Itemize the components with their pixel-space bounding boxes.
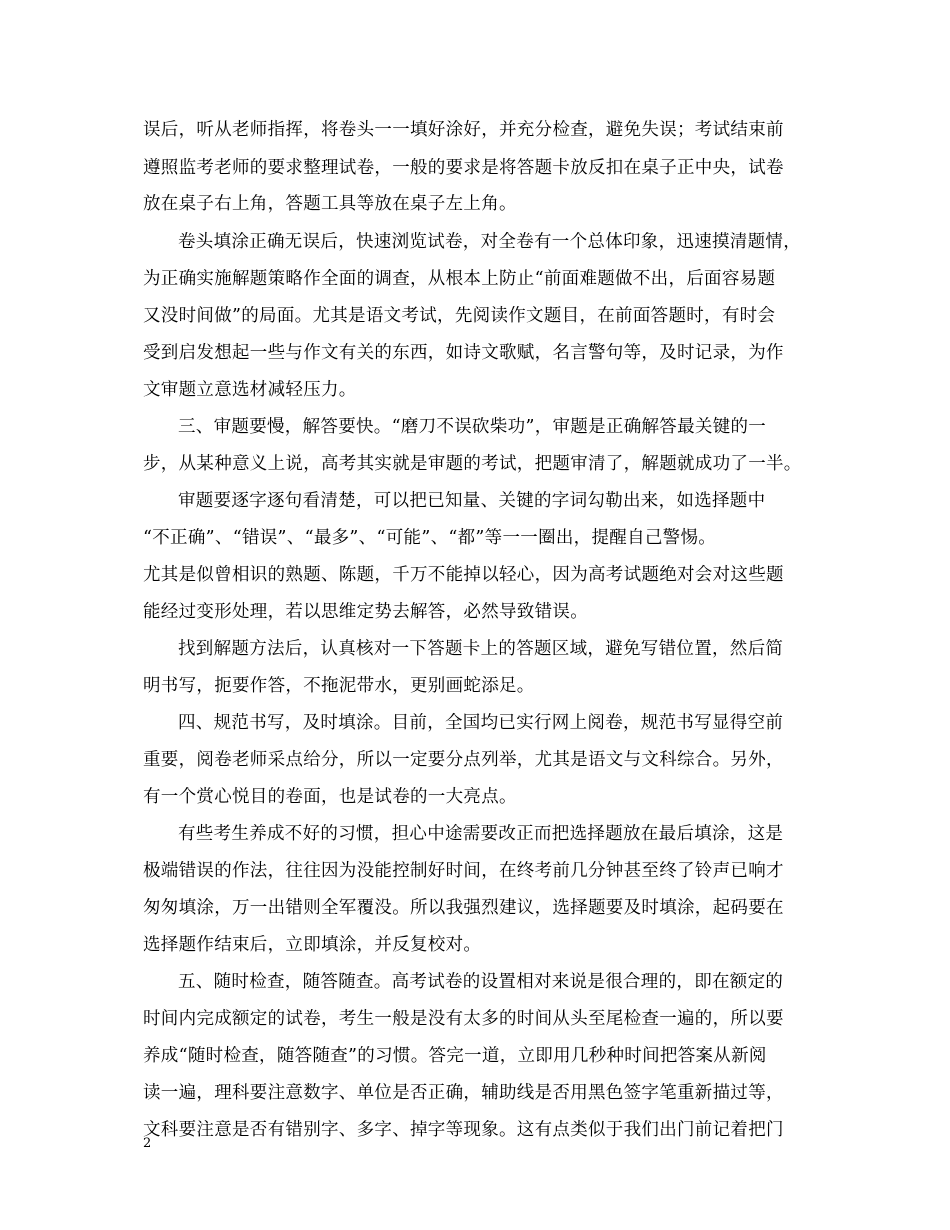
text-line: “不正确”、“错误”、“最多”、“可能”、“都”等一一圈出，提醒自己警惕。 — [143, 528, 717, 548]
text-line: 明书写，扼要作答，不拖泥带水，更别画蛇添足。 — [143, 676, 535, 696]
paragraph-start-line: 找到解题方法后，认真核对一下答题卡上的答题区域，避免写错位置，然后简 — [178, 639, 784, 659]
paragraph-start-line: 卷头填涂正确无误后，快速浏览试卷，对全卷有一个总体印象，迅速摸清题情， — [178, 232, 801, 252]
page-number: 2 — [143, 1136, 152, 1151]
paragraph-start-line: 审题要逐字逐句看清楚，可以把已知量、关键的字词勾勒出来，如选择题中 — [178, 491, 766, 511]
text-line: 时间内完成额定的试卷，考生一般是没有太多的时间从头至尾检查一遍的，所以要 — [143, 1009, 784, 1029]
text-line: 养成“随时检查，随答随查”的习惯。答完一道，立即用几秒种时间把答案从新阅 — [143, 1046, 767, 1066]
text-line: 重要，阅卷老师采点给分，所以一定要分点列举，尤其是语文与文科综合。另外， — [143, 750, 784, 770]
text-line: 有一个赏心悦目的卷面，也是试卷的一大亮点。 — [143, 787, 517, 807]
text-line: 文科要注意是否有错别字、多字、掉字等现象。这有点类似于我们出门前记着把门 — [143, 1120, 784, 1140]
paragraph-start-line: 五、随时检查，随答随查。高考试卷的设置相对来说是很合理的，即在额定的 — [178, 972, 784, 992]
text-line: 文审题立意选材减轻压力。 — [143, 380, 357, 400]
text-line: 极端错误的作法，往往因为没能控制好时间，在终考前几分钟甚至终了铃声已响才 — [143, 861, 784, 881]
text-line: 受到启发想起一些与作文有关的东西，如诗文歌赋，名言警句等，及时记录，为作 — [143, 343, 784, 363]
text-line: 能经过变形处理，若以思维定势去解答，必然导致错误。 — [143, 602, 588, 622]
text-line: 选择题作结束后，立即填涂，并反复校对。 — [143, 935, 482, 955]
text-line: 误后，听从老师指挥，将卷头一一填好涂好，并充分检查，避免失误；考试结束前 — [143, 120, 784, 140]
text-line: 放在桌子右上角，答题工具等放在桌子左上角。 — [143, 194, 517, 214]
text-line: 匆匆填涂，万一出错则全军覆没。所以我强烈建议，选择题要及时填涂，起码要在 — [143, 898, 784, 918]
text-line: 步，从某种意义上说，高考其实就是审题的考试，把题审清了，解题就成功了一半。 — [143, 454, 802, 474]
text-line: 尤其是似曾相识的熟题、陈题，千万不能掉以轻心，因为高考试题绝对会对这些题 — [143, 565, 784, 585]
text-line: 读一遍，理科要注意数字、单位是否正确，辅助线是否用黑色签字笔重新描过等， — [143, 1083, 784, 1103]
text-line: 遵照监考老师的要求整理试卷，一般的要求是将答题卡放反扣在桌子正中央，试卷 — [143, 158, 784, 178]
text-line: 又没时间做”的局面。尤其是语文考试，先阅读作文题目，在前面答题时，有时会 — [143, 306, 776, 326]
paragraph-start-line: 四、规范书写，及时填涂。目前，全国均已实行网上阅卷，规范书写显得空前 — [178, 713, 784, 733]
text-line: 为正确实施解题策略作全面的调查，从根本上防止“前面难题做不出，后面容易题 — [143, 269, 776, 289]
paragraph-start-line: 三、审题要慢，解答要快。“磨刀不误砍柴功”，审题是正确解答最关键的一 — [178, 417, 767, 437]
paragraph-start-line: 有些考生养成不好的习惯，担心中途需要改正而把选择题放在最后填涂，这是 — [178, 824, 784, 844]
